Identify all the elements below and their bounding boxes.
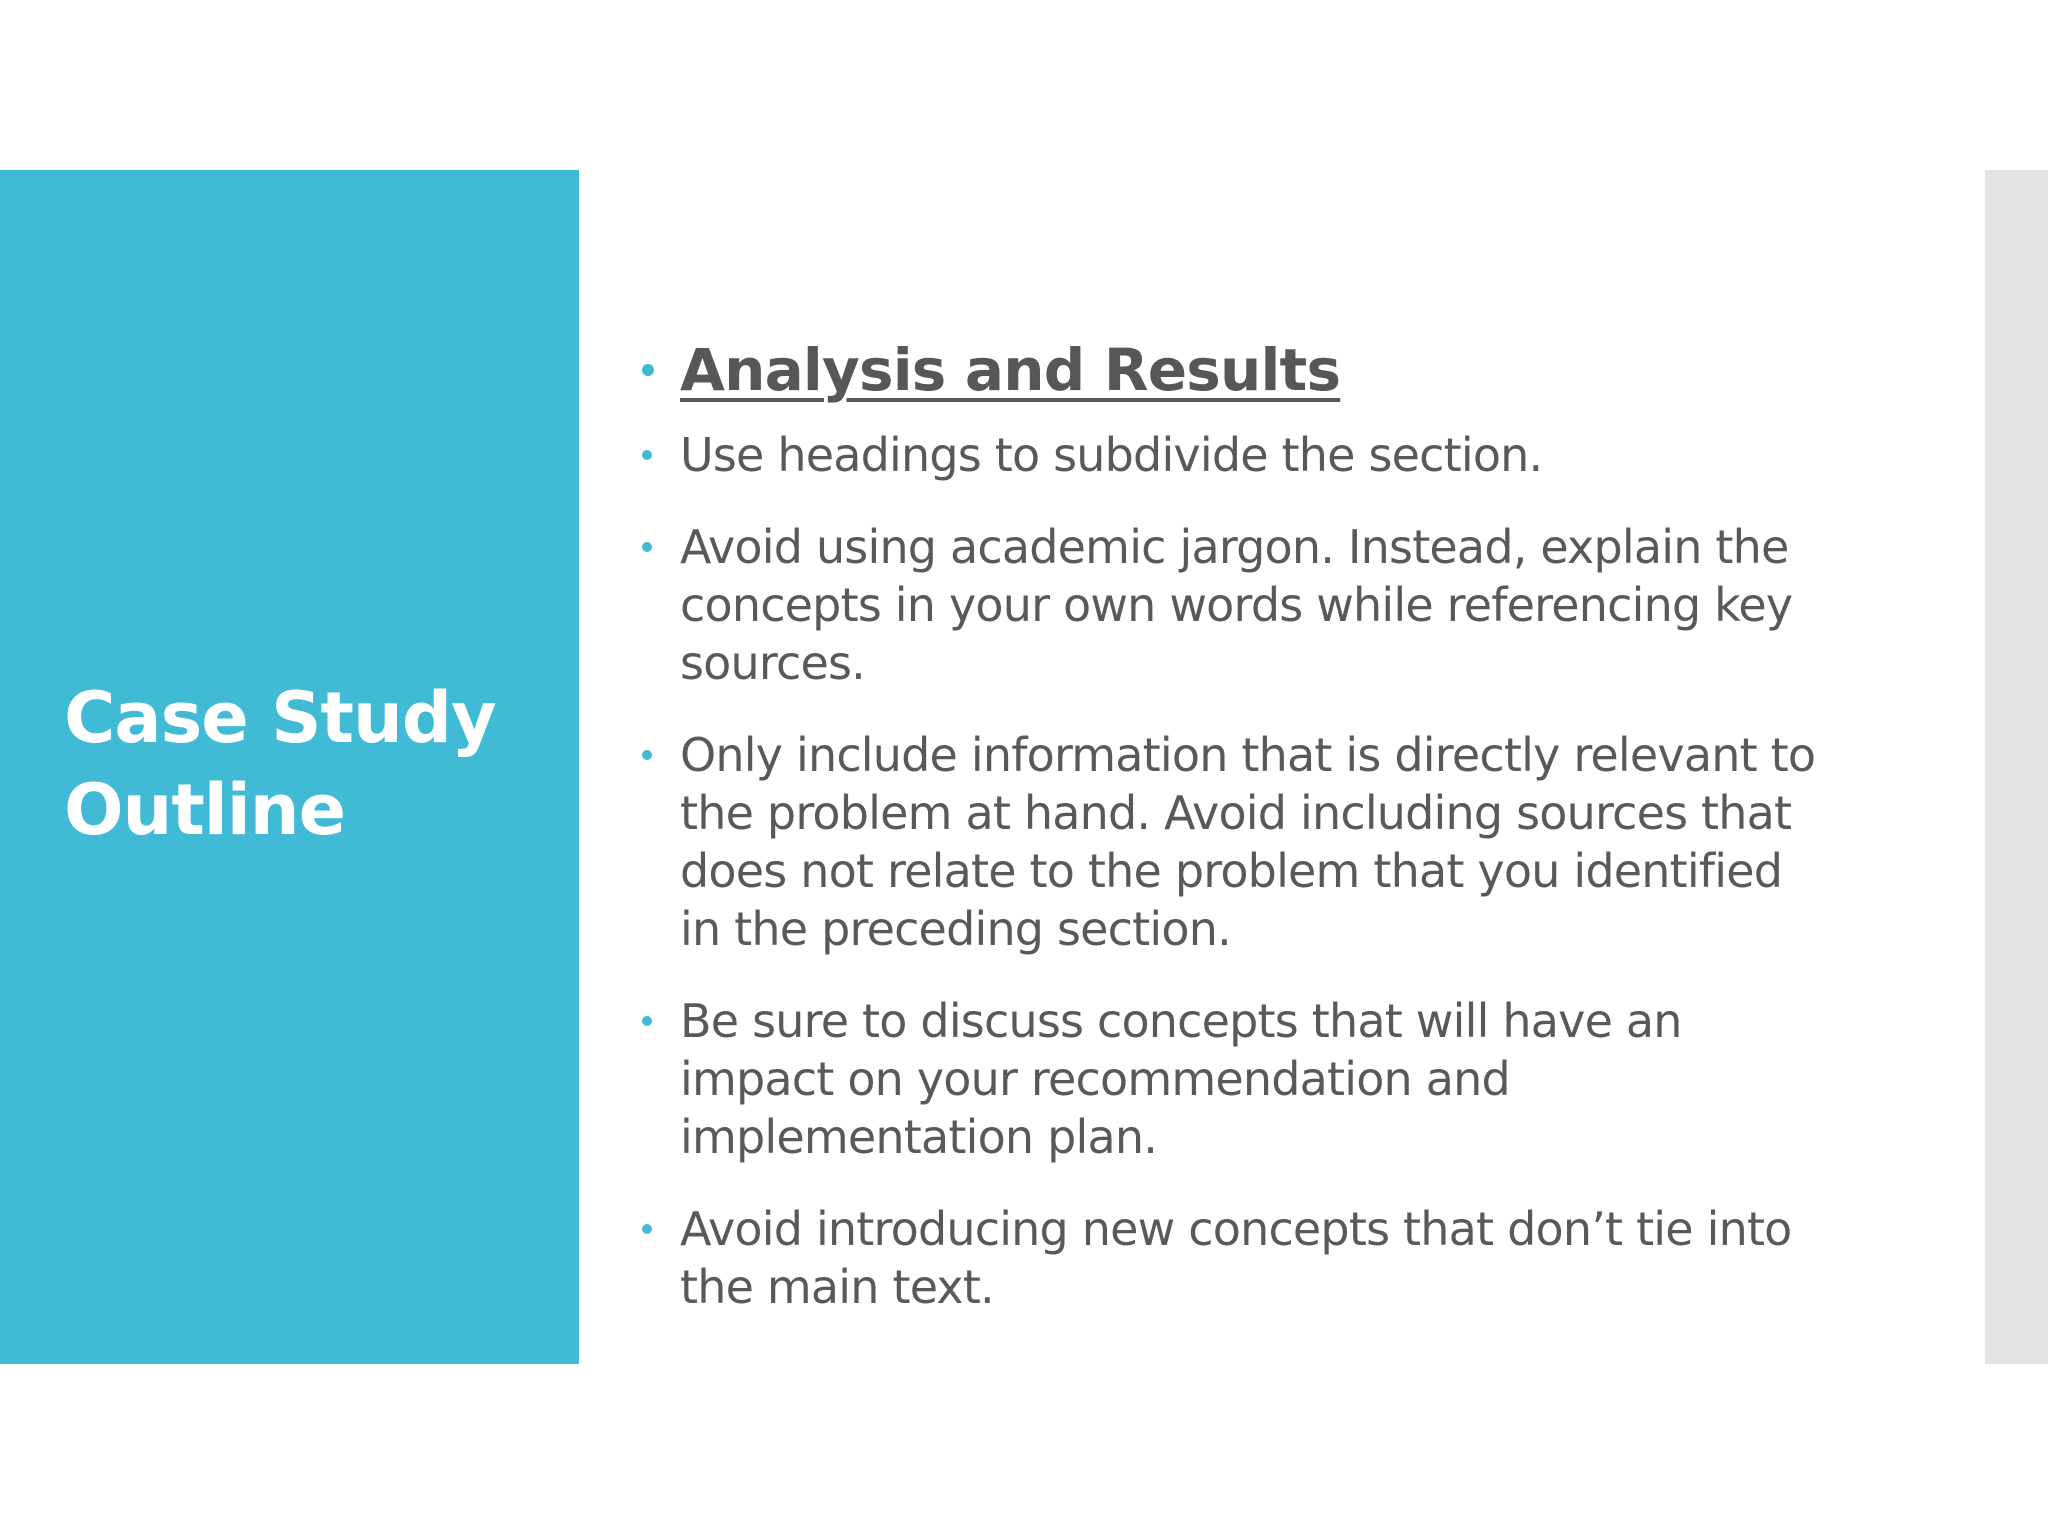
slide-title-line-2: Outline <box>64 769 346 851</box>
slide-title-line-1: Case Study <box>64 677 496 759</box>
bullet-item <box>636 426 1836 484</box>
bullet-dot-icon <box>642 1224 652 1234</box>
bullet-dot-icon <box>642 750 652 760</box>
bullet-text: Be sure to discuss concepts that will have an impact on your recommendation and implementation plan. <box>680 994 1682 1164</box>
bullet-dot-icon <box>642 450 652 460</box>
section-heading-text: Analysis and Results <box>680 336 1341 404</box>
bullet-item <box>636 1200 1836 1316</box>
bullet-text: Avoid introducing new concepts that don’t tie into the main text. <box>680 1202 1792 1314</box>
bullet-item <box>636 518 1836 692</box>
bullet-dot-icon <box>642 1016 652 1026</box>
section-heading <box>636 332 1836 408</box>
bullet-list <box>636 332 1836 1350</box>
bullet-dot-icon <box>642 364 654 376</box>
slide-title <box>64 672 564 856</box>
bullet-text: Only include information that is directly relevant to the problem at hand. Avoid including sources that does not relate to the problem that you identified in the preceding section. <box>680 728 1816 956</box>
side-strip <box>1985 170 2048 1364</box>
bullet-text: Use headings to subdivide the section. <box>680 428 1543 482</box>
bullet-dot-icon <box>642 542 652 552</box>
bullet-item <box>636 992 1836 1166</box>
bullet-item <box>636 726 1836 958</box>
bullet-text: Avoid using academic jargon. Instead, explain the concepts in your own words while referencing key sources. <box>680 520 1793 690</box>
